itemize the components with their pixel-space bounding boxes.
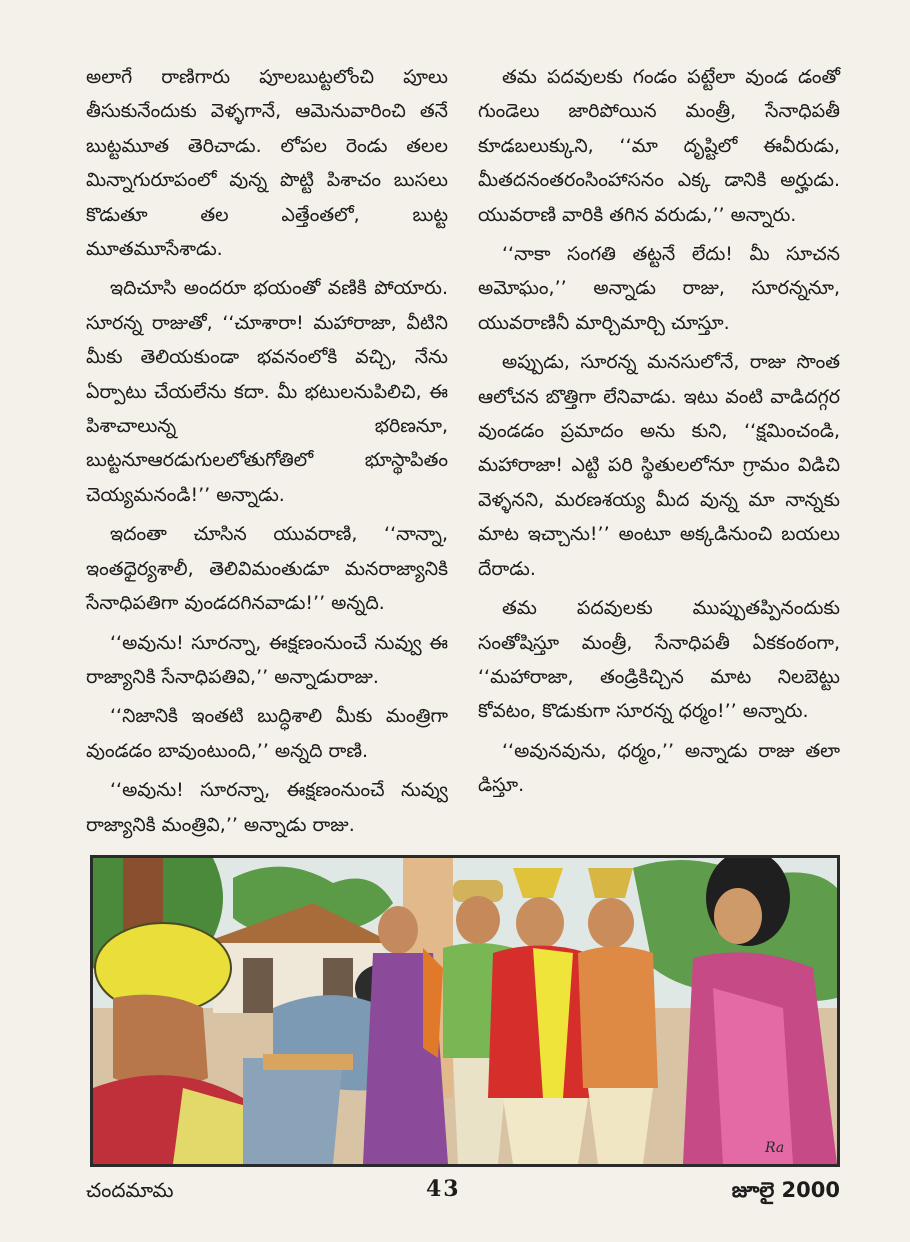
page-number: 43 [426,1176,461,1202]
paragraph: అలాగే రాణిగారు పూలబుట్టలోంచి పూలు తీసుకునేందుకు వెళ్ళగానే, ఆమెనువారించి తనే బుట్టమూత తెరిచాడు. లోపల రెండు తలల మిన్నాగురూపంలో వున్న పొట్టి పిశాచం బుసలు కొడుతూ తల ఎత్తేంతలో, బుట్ట మూతమూసేశాడు. [86,66,448,261]
man-face [113,995,208,1088]
princess-face [714,888,762,944]
paragraph: తమ పదవులకు గండం పట్టేలా వుండ డంతో గుండెలు జారిపోయిన మంత్రీ, సేనాధిపతీ కూడబలుక్కుని, ‘‘మా దృష్టిలో ఈవీరుడు, మీతదనంతరంసింహాసనం ఎక్క డానికి అర్హుడు. యువరాణి వారికి తగిన వరుడు,’’ అన్నారు. [478,66,840,226]
commander-face [588,898,634,948]
paragraph: ‘‘అవును! సూరన్నా, ఈక్షణంనుంచే నువ్వు రాజ్యానికి మంత్రివి,’’ అన్నాడు రాజు. [86,779,448,836]
paragraph: ఇదిచూసి అందరూ భయంతో వణికి పోయారు. సూరన్న రాజుతో, ‘‘చూశారా! మహారాజా, వీటిని మీకు తెలియకుండా భవనంలోకి వచ్చి, నేను ఏర్పాటు చేయలేను కదా. మీ భటులనుపిలిచి, ఈ పిశాచాలున్న భరిణనూ, బుట్టనూఆరడుగులలోతుగోతిలో భూస్థాపితం చెయ్యమనండి!’’ అన్నాడు. [86,277,448,506]
paragraph: అప్పుడు, సూరన్న మనసులోనే, రాజు సొంత ఆలోచన బొత్తిగా లేనివాడు. ఇటు వంటి వాడిదగ్గర వుండడం ప్రమాదం అను కుని, ‘‘క్షమించండి, మహారాజా! ఎట్టి పరి స్థితులలోనూ గ్రామం విడిచి వెళ్ళనని, మరణశయ్య మీద వున్న మా నాన్నకు మాట ఇచ్చాను!’’ అంటూ అక్కడినుంచి బయలు దేరాడు. [478,351,840,580]
paragraph: ‘‘నాకా సంగతి తట్టనే లేదు! మీ సూచన అమోఘం,’’ అన్నాడు రాజు, సూరన్ననూ, యువరాణినీ మార్చిమార్చి చూస్తూ. [478,243,840,334]
minister-face [456,896,500,944]
paragraph: ఇదంతా చూసిన యువరాణి, ‘‘నాన్నా, ఇంతధైర్యశాలీ, తెలివిమంతుడూ మనరాజ్యానికి సేనాధిపతిగా వుండదగినవాడు!’’ అన్నది. [86,523,448,615]
commander-robe [578,947,658,1089]
left-text-column [86,60,448,847]
paragraph: ‘‘నిజానికి ఇంతటి బుద్ధిశాలి మీకు మంత్రిగా వుండడం బావుంటుంది,’’ అన్నది రాణి. [86,705,448,762]
right-text-column [478,60,840,808]
court-scene-drawing [93,858,837,1164]
paragraph: తమ పదవులకు ముప్పుతప్పినందుకు సంతోషిస్తూ మంత్రీ, సేనాధిపతీ ఏకకంఠంగా, ‘‘మహారాజా, తండ్రికిచ్చిన మాట నిలబెట్టు కోవటం, కొడుకుగా సూరన్న ధర్మం!’’ అన్నారు. [478,597,840,723]
issue-date: జూలై 2000 [731,1178,840,1202]
page-footer [86,1176,840,1208]
bowing-man-dhoti [243,1058,343,1164]
magazine-name: చందమామ [86,1178,174,1202]
paragraph: ‘‘అవునవును, ధర్మం,’’ అన్నాడు రాజు తలా డిస్తూ. [478,739,840,797]
paragraph: ‘‘అవును! సూరన్నా, ఈక్షణంనుంచే నువ్వు ఈ రాజ్యానికి సేనాధిపతివి,’’ అన్నాడురాజు. [86,631,448,688]
story-illustration [90,855,840,1167]
artist-signature: Ra [765,1140,785,1156]
queen-face [378,906,418,954]
king-face [516,897,564,949]
